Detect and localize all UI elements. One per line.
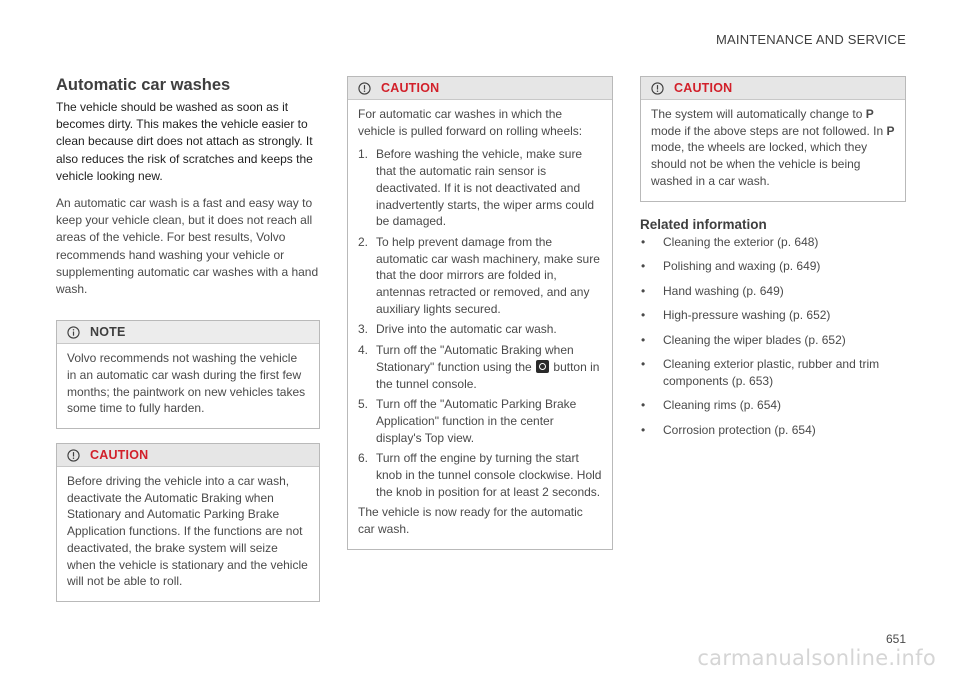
related-item[interactable] — [640, 356, 906, 389]
column-3 — [640, 76, 906, 446]
step-item — [358, 146, 602, 230]
column-1 — [56, 76, 320, 602]
exclamation-circle-icon — [651, 82, 664, 95]
bullet: • — [641, 332, 646, 347]
step-text: Turn off the engine by turning the start knob in the tunnel console clockwise. Hold the knob in position for at least 2 seconds. — [376, 451, 602, 499]
note-title: NOTE — [90, 325, 126, 340]
step-text: Before washing the vehicle, make sure that the automatic rain sensor is deactivated. If it is not deactivated and inadvertently starts, the wiper arms could be damaged. — [376, 147, 595, 229]
step-text: Turn off the "Automatic Parking Brake Application" function in the center display's Top view. — [376, 397, 577, 445]
related-link[interactable]: Hand washing (p. 649) — [663, 283, 784, 298]
body-paragraph: An automatic car wash is a fast and easy way to keep your vehicle clean, but it does not reach all areas of the vehicle. For best results, Volvo recommends hand washing your vehicle or supplementing automatic car washes with a hand wash. — [56, 196, 319, 297]
related-link[interactable]: Corrosion protection (p. 654) — [663, 422, 816, 437]
related-information — [640, 217, 906, 439]
caution-title: CAUTION — [90, 448, 149, 463]
related-link[interactable]: Cleaning the exterior (p. 648) — [663, 234, 819, 249]
caution-title: CAUTION — [381, 81, 440, 95]
section-title: Automatic car washes — [56, 76, 231, 94]
caution-body — [57, 467, 319, 601]
note-text: Volvo recommends not washing the vehicle in an automatic car wash during the first few months; the paintwork on new vehicles takes some time to fully harden. — [67, 351, 306, 416]
related-item[interactable] — [640, 283, 906, 300]
info-circle-icon — [67, 326, 80, 339]
related-item[interactable] — [640, 332, 906, 349]
caution-text: Before driving the vehicle into a car wash, deactivate the Automatic Braking when Stationary and Automatic Parking Brake Application functions. If the functions are not deactivated, the brake system will seize when the vehicle is stationary and the vehicle will not be able to roll. — [67, 474, 308, 589]
step-item — [358, 450, 602, 500]
column-2 — [347, 76, 613, 550]
step-number: 6. — [358, 451, 369, 466]
caution-text-3: mode, the wheels are locked, which they should not be when the vehicle is being washed in a car wash. — [651, 140, 868, 188]
step-number: 4. — [358, 343, 369, 358]
caution-intro: For automatic car washes in which the vehicle is pulled forward on rolling wheels: — [358, 107, 583, 138]
step-text: To help prevent damage from the automatic car wash machinery, make sure that the door mirrors are folded in, antennas retracted or removed, and any auxiliary lights secured. — [376, 234, 600, 316]
caution-box-1 — [56, 443, 320, 602]
bullet: • — [641, 398, 646, 413]
step-text — [376, 342, 602, 392]
caution-box-3 — [640, 76, 906, 202]
note-body — [57, 344, 319, 428]
watermark: carmanualsonline.info — [697, 646, 936, 670]
exclamation-circle-icon — [358, 82, 371, 95]
note-header — [57, 321, 319, 344]
caution-text-1: The system will automatically change to — [651, 107, 863, 121]
steps-list — [358, 146, 602, 500]
step-number: 1. — [358, 147, 369, 162]
bullet: • — [641, 308, 646, 323]
caution-body — [348, 100, 612, 549]
related-item[interactable] — [640, 422, 906, 439]
lead-paragraph: The vehicle should be washed as soon as it becomes dirty. This makes the vehicle easier to clean because dirt does not attach as strongly. It also reduces the risk of scratches and keeps the vehicle looking new. — [56, 100, 313, 183]
step-item — [358, 342, 602, 392]
caution-header — [641, 77, 905, 100]
related-item[interactable] — [640, 397, 906, 414]
related-title: Related information — [640, 216, 767, 232]
caution-title: CAUTION — [674, 81, 733, 95]
step-item — [358, 321, 602, 338]
caution-text — [651, 106, 895, 190]
related-item[interactable] — [640, 234, 906, 251]
related-item[interactable] — [640, 258, 906, 275]
bullet: • — [641, 422, 646, 437]
exclamation-circle-icon — [67, 449, 80, 462]
page-header-section: MAINTENANCE AND SERVICE — [715, 32, 906, 47]
note-box — [56, 320, 320, 429]
step-number: 3. — [358, 322, 369, 337]
caution-header — [57, 444, 319, 467]
caution-box-2 — [347, 76, 613, 550]
related-list — [640, 234, 906, 439]
page-number: 651 — [885, 632, 906, 646]
bullet: • — [641, 283, 646, 298]
related-link[interactable]: High-pressure washing (p. 652) — [663, 308, 831, 323]
step-text-after: button in the tunnel console. — [376, 359, 600, 391]
related-link[interactable]: Cleaning the wiper blades (p. 652) — [663, 332, 846, 347]
bullet: • — [641, 357, 646, 372]
step-number: 5. — [358, 397, 369, 412]
caution-header — [348, 77, 612, 100]
bullet: • — [641, 259, 646, 274]
step-item — [358, 396, 602, 446]
step-item — [358, 234, 602, 318]
gear-p-label: P — [886, 123, 895, 138]
related-link[interactable]: Cleaning exterior plastic, rubber and trim components (p. 653) — [663, 357, 880, 388]
step-text: Drive into the automatic car wash. — [376, 322, 557, 337]
bullet: • — [641, 234, 646, 249]
step-text-before: Turn off the "Automatic Braking when Stationary" function using the — [376, 343, 574, 374]
related-link[interactable]: Cleaning rims (p. 654) — [663, 398, 782, 413]
caution-outro: The vehicle is now ready for the automatic car wash. — [358, 505, 583, 537]
related-link[interactable]: Polishing and waxing (p. 649) — [663, 259, 821, 274]
related-item[interactable] — [640, 307, 906, 324]
auto-hold-button-icon — [536, 360, 549, 373]
caution-body — [641, 100, 905, 201]
caution-text-2: mode if the above steps are not followed. In — [651, 123, 884, 138]
gear-p-label: P — [865, 107, 874, 121]
step-number: 2. — [358, 234, 369, 249]
